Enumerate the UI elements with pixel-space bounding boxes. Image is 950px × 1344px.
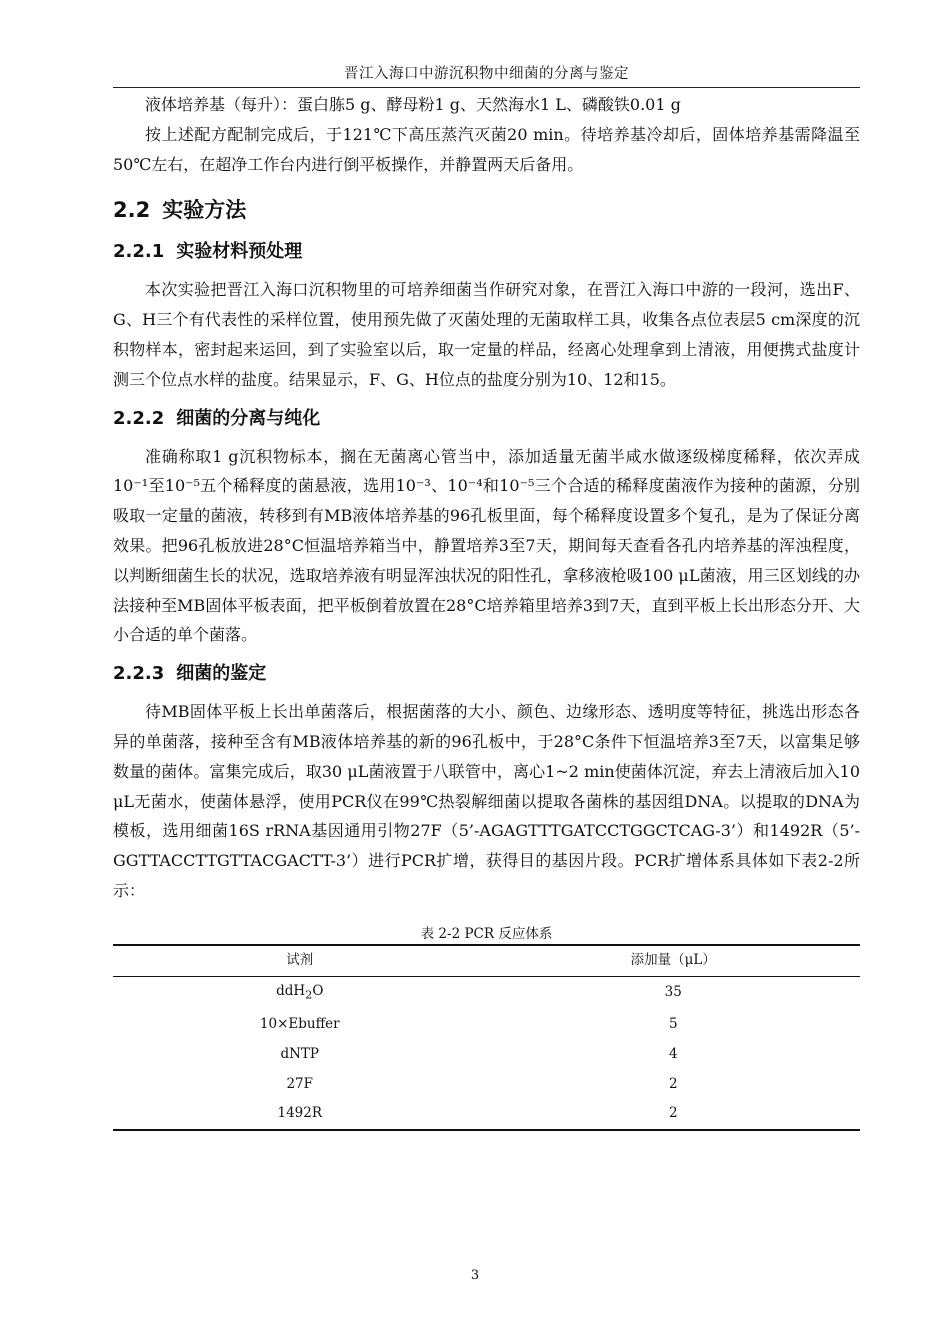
paragraph-liquid-medium: 液体培养基（每升）：蛋白胨5 g、酵母粉1 g、天然海水1 L、磷酸铁0.01 g (145, 95, 681, 114)
reagent-cell: 1492R (277, 1105, 323, 1122)
section-title: 实验方法 (162, 198, 247, 223)
section-number: 2.2 (113, 198, 151, 223)
section-heading-2-2 (113, 193, 860, 227)
paragraph-pretreatment: 本次实验把晋江入海口沉积物里的可培养细菌当作研究对象，在晋江入海口中游的一段河，选出F、G、H三个有代表性的采样位置，使用预先做了灭菌处理的无菌取样工具，收集各点位表层5 cm深度的沉积物样本，密封起来运回，到了实验室以后，取一定量的样品，经离心处理拿到上清液，用便携式盐度计测三个位点水样的盐度。结果显示，F、G、H位点的盐度分别为10、12和15。 (113, 280, 860, 389)
header-rule (113, 87, 860, 88)
column-header-amount: 添加量（μL） (487, 945, 861, 976)
amount-cell: 2 (668, 1075, 678, 1092)
page-body (113, 90, 860, 1131)
paragraph-sterilization: 按上述配方配制完成后，于121℃下高压蒸汽灭菌20 min。待培养基冷却后，固体培养基需降温至50℃左右，在超净工作台内进行倒平板操作，并静置两天后备用。 (113, 124, 860, 174)
section-title: 细菌的鉴定 (176, 663, 267, 685)
pcr-table-block (113, 924, 860, 1131)
section-number: 2.2.1 (113, 241, 165, 263)
table-row (113, 976, 860, 1010)
paragraph-identification: 待MB固体平板上长出单菌落后，根据菌落的大小、颜色、边缘形态、透明度等特征，挑选出形态各异的单菌落，接种至含有MB液体培养基的新的96孔板中，于28°C条件下恒温培养3至7天，以富集足够数量的菌体。富集完成后，取30 μL菌液置于八联管中，离心1~2 min使菌体沉淀，弃去上清液后加入10 μL无菌水，使菌体悬浮，使用PCR仪在99℃热裂解细菌以提取各菌株的基因组DNA。以提取的DNA为模板，选用细菌16S rRNA基因通用引物27F（5’-AGAGTTTGATCCTGGCTCAG-3’）和1492R（5’-GGTTACCTTGTTACGACTT-3’）进行PCR扩增，获得目的基因片段。PCR扩增体系具体如下表2-2所示： (113, 702, 860, 900)
table-header-row (113, 945, 860, 976)
amount-cell: 35 (664, 984, 682, 1001)
section-heading-2-2-2 (113, 404, 860, 434)
section-heading-2-2-3 (113, 659, 860, 689)
section-number: 2.2.3 (113, 663, 165, 685)
page-number: 3 (470, 1268, 480, 1283)
table-row (113, 1010, 860, 1040)
reagent-cell: dNTP (280, 1045, 320, 1062)
section-title: 细菌的分离与纯化 (176, 407, 321, 429)
column-header-reagent: 试剂 (113, 945, 487, 976)
amount-cell: 4 (668, 1045, 678, 1062)
section-number: 2.2.2 (113, 407, 165, 429)
table-row (113, 1099, 860, 1130)
paragraph-isolation: 准确称取1 g沉积物标本，搁在无菌离心管当中，添加适量无菌半咸水做逐级梯度稀释，依次弄成10⁻¹至10⁻⁵五个稀释度的菌悬液，选用10⁻³、10⁻⁴和10⁻⁵三个合适的稀释度菌液作为接种的菌源，分别吸取一定量的菌液，转移到有MB液体培养基的96孔板里面，每个稀释度设置多个复孔，是为了保证分离效果。把96孔板放进28°C恒温培养箱当中，静置培养3至7天，期间每天查看各孔内培养基的浑浊程度，以判断细菌生长的状况，选取培养液有明显浑浊状况的阳性孔，拿移液枪吸100 μL菌液，用三区划线的办法接种至MB固体平板表面，把平板倒着放置在28°C培养箱里培养3到7天，直到平板上长出形态分开、大小合适的单个菌落。 (113, 446, 860, 645)
reagent-cell: 10×Ebuffer (259, 1016, 340, 1033)
table-caption: 表 2-2 PCR 反应体系 (420, 925, 553, 942)
amount-cell: 5 (668, 1016, 678, 1033)
section-heading-2-2-1 (113, 237, 860, 267)
pcr-reaction-table (113, 944, 860, 1131)
table-row (113, 1070, 860, 1100)
section-title: 实验材料预处理 (176, 241, 303, 263)
reagent-cell: 27F (286, 1075, 314, 1092)
reagent-cell: ddH$_2$O (276, 982, 324, 1002)
running-header: 晋江入海口中游沉积物中细菌的分离与鉴定 (344, 66, 629, 82)
table-row (113, 1040, 860, 1070)
amount-cell: 2 (668, 1105, 678, 1122)
